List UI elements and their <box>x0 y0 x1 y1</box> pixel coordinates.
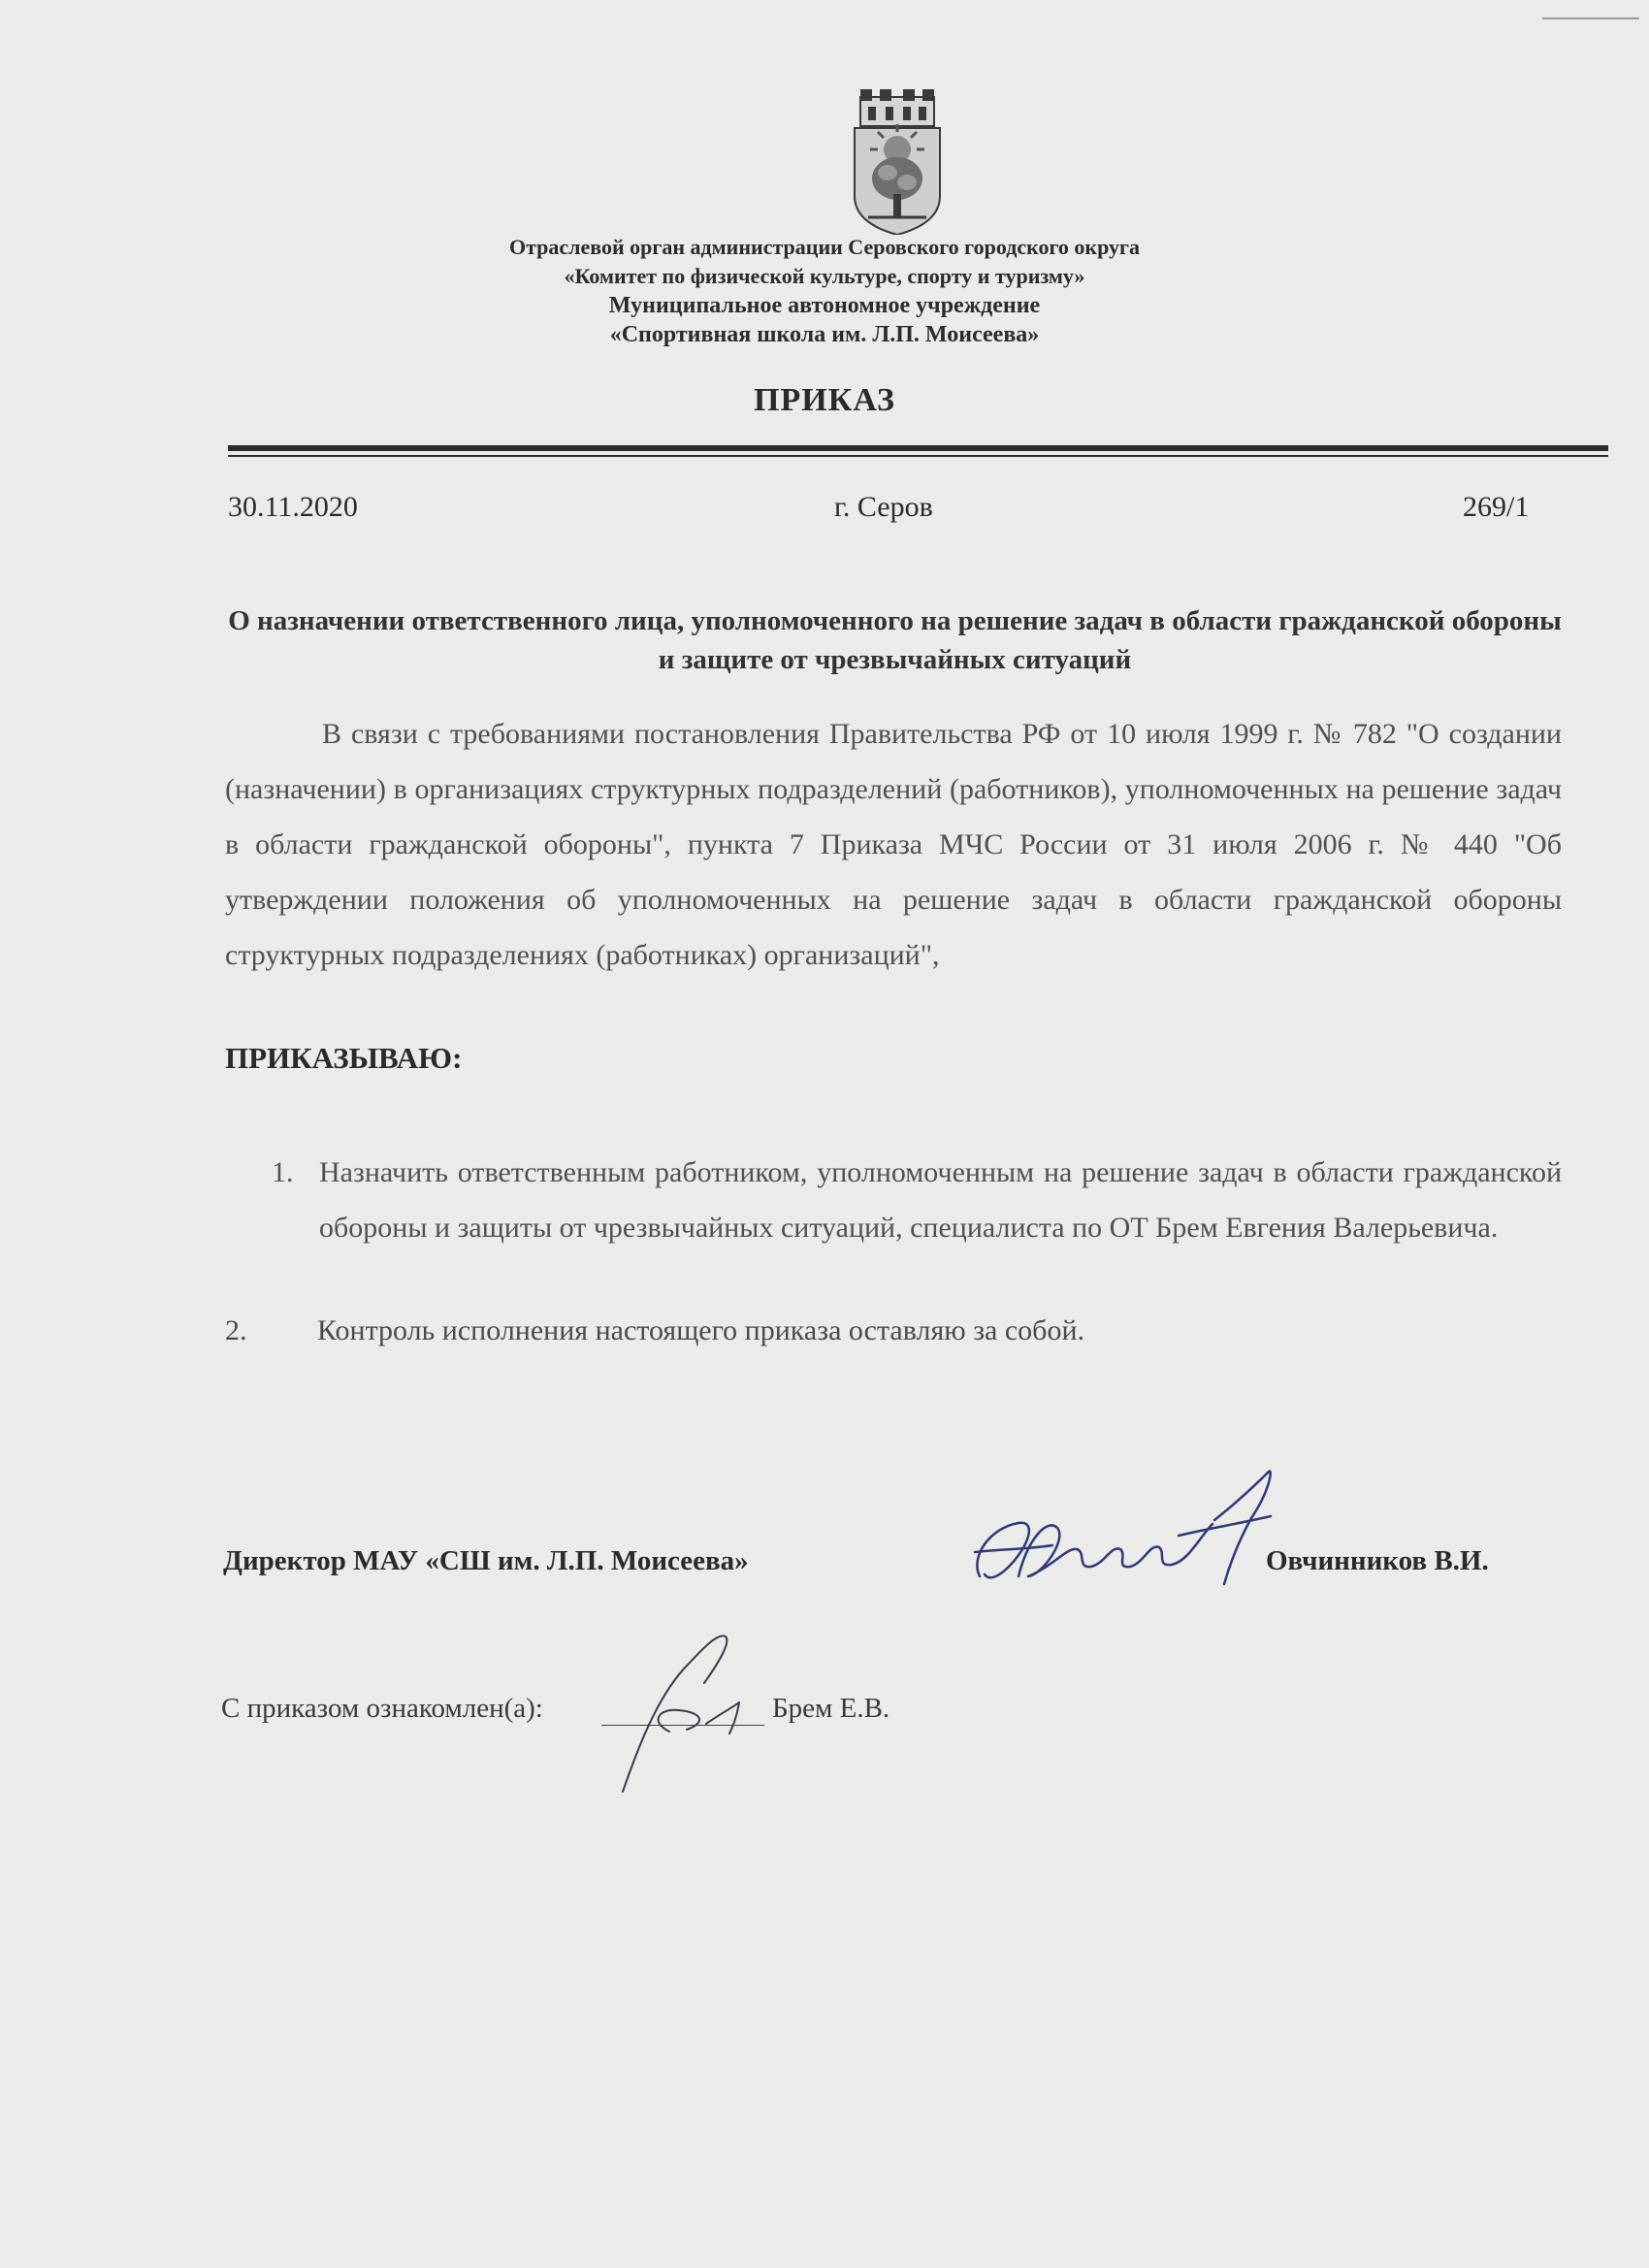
director-signature <box>960 1460 1300 1615</box>
order-number: 269/1 <box>1463 491 1530 523</box>
acknowledgement-signature <box>611 1625 766 1795</box>
header-divider-thick <box>228 445 1608 451</box>
list-item-number: 1. <box>272 1156 294 1188</box>
document-title: ПРИКАЗ <box>754 382 895 418</box>
order-directive: ПРИКАЗЫВАЮ: <box>225 1041 463 1075</box>
list-item-number: 2. <box>225 1314 247 1346</box>
header-line-1: Отраслевой орган администрации Серовского городского округа <box>508 235 1141 259</box>
list-item <box>225 1145 1562 1255</box>
order-preamble: В связи с требованиями постановления Правительства РФ от 10 июля 1999 г. № 782 "О создании (назначении) в организациях структурных подразделений (работников), уполномоченных на решение задач в области гражданской обороны", пункта 7 Приказа МЧС России от 31 июля 2006 г. № 440 "Об утверждении положения об уполномоченных на решение задач в области гражданской обороны структурных подразделениях (работниках) организаций", <box>225 718 1562 971</box>
signatory-position: Директор МАУ «СШ им. Л.П. Моисеева» <box>223 1545 749 1576</box>
order-subject: О назначении ответственного лица, уполномоченного на решение задач в области гражданской обороны и защите от чрезвычайных ситуаций <box>228 605 1562 675</box>
coat-of-arms-icon <box>849 89 946 235</box>
order-city: г. Серов <box>834 491 933 523</box>
list-item-text: Контроль исполнения настоящего приказа оставляю за собой. <box>317 1314 1085 1346</box>
signatory-name: Овчинников В.И. <box>1266 1545 1489 1576</box>
header-line-2: «Комитет по физической культуре, спорту и туризму» <box>564 264 1085 288</box>
header-line-4: «Спортивная школа им. Л.П. Моисеева» <box>609 322 1040 347</box>
acknowledgement-label: С приказом ознакомлен(а): <box>221 1693 543 1724</box>
scan-edge-line <box>1542 17 1639 19</box>
list-item-text: Назначить ответственным работником, уполномоченным на решение задач в области гражданской обороны и защиты от чрезвычайных ситуаций, специалиста по ОТ Брем Евгения Валерьевича. <box>319 1156 1562 1244</box>
header-divider-thin <box>228 455 1608 457</box>
header-line-3: Муниципальное автономное учреждение <box>608 293 1041 318</box>
order-date: 30.11.2020 <box>228 491 358 523</box>
acknowledgement-name: Брем Е.В. <box>772 1693 890 1724</box>
organization-header <box>0 233 1649 349</box>
